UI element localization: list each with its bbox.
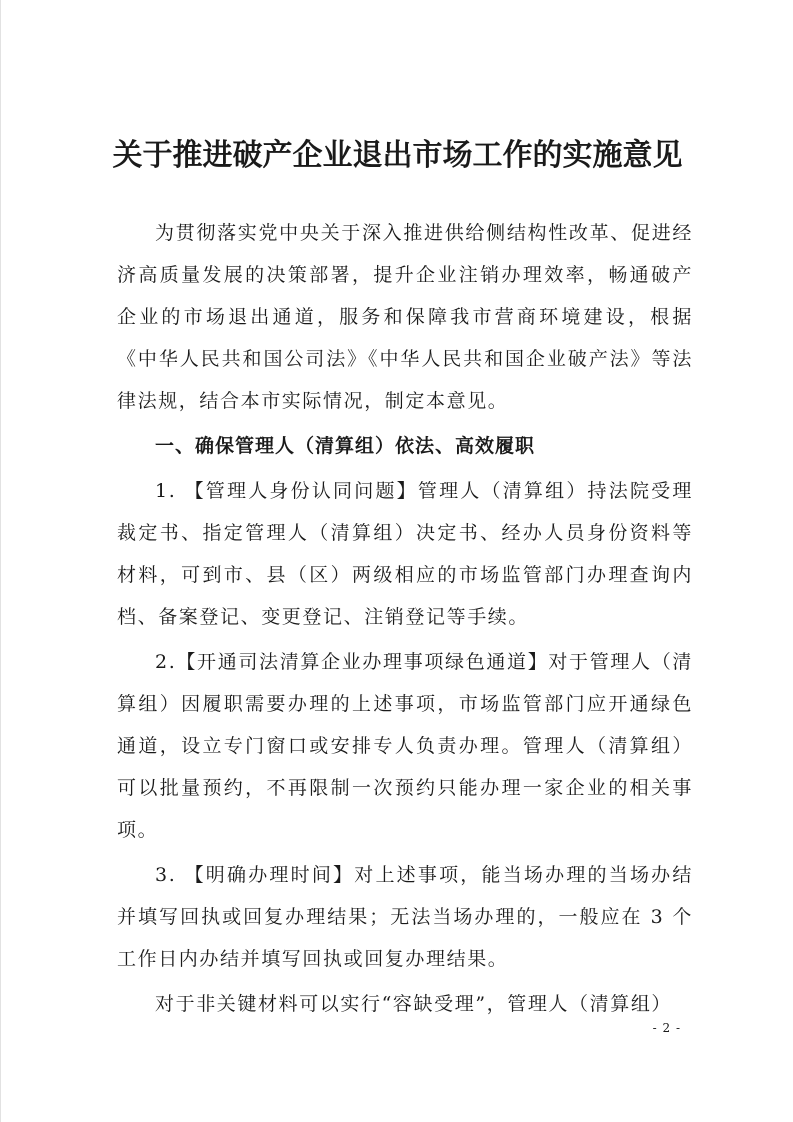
item-1-paragraph: 1. 【管理人身份认同问题】管理人（清算组）持法院受理裁定书、指定管理人（清算组）决定书、经办人员身份资料等材料，可到市、县（区）两级相应的市场监管部门办理查询内档、备案登记、变更登记、注销登记等手续。	[117, 480, 693, 628]
document-body	[117, 212, 693, 1025]
page-number: - 2 -	[652, 1021, 681, 1035]
section-heading-1: 一、确保管理人（清算组）依法、高效履职	[155, 435, 536, 457]
document-title: 关于推进破产企业退出市场工作的实施意见	[112, 138, 683, 173]
intro-paragraph: 为贯彻落实党中央关于深入推进供给侧结构性改革、促进经济高质量发展的决策部署，提升企业注销办理效率，畅通破产企业的市场退出通道，服务和保障我市营商环境建设，根据《中华人民共和国公司法》《中华人民共和国企业破产法》等法律法规，结合本市实际情况，制定本意见。	[117, 222, 693, 412]
item-2-paragraph: 2.【开通司法清算企业办理事项绿色通道】对于管理人（清算组）因履职需要办理的上述事项，市场监管部门应开通绿色通道，设立专门窗口或安排专人负责办理。管理人（清算组）可以批量预约，不再限制一次预约只能办理一家企业的相关事项。	[117, 651, 693, 841]
item-3-continued-paragraph: 对于非关键材料可以实行“容缺受理”，管理人（清算组）	[155, 993, 673, 1015]
item-3-paragraph: 3. 【明确办理时间】对上述事项，能当场办理的当场办结并填写回执或回复办理结果；无法当场办理的，一般应在 3 个工作日内办结并填写回执或回复办理结果。	[117, 864, 693, 970]
